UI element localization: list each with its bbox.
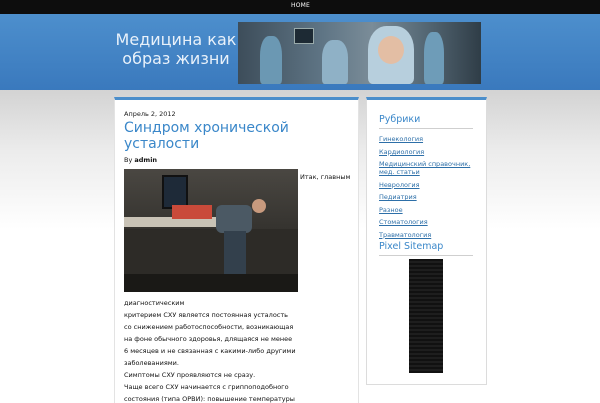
post-body-line: состояния (типа ОРВИ): повышение температуры	[124, 395, 295, 403]
post-body-line: Симптомы СХУ проявляются не сразу.	[124, 371, 256, 379]
banner-monitor	[294, 28, 314, 44]
categories-widget-title: Рубрики	[379, 114, 473, 129]
post-title[interactable]: Синдром хронической усталости	[124, 120, 289, 152]
post-author: admin	[134, 156, 158, 164]
category-item	[379, 160, 479, 176]
category-link-neurology[interactable]: Неврология	[379, 180, 420, 189]
post-body-line: критерием СХУ является постоянная усталость	[124, 311, 288, 319]
site-header	[0, 14, 600, 90]
category-link-dentistry[interactable]: Стоматология	[379, 218, 428, 226]
post-body-line: 6 месяцев и не связанная с какими-либо другими	[124, 347, 296, 355]
post-body-line: заболеваниями.	[124, 359, 179, 367]
banner-nurse-face	[378, 36, 404, 64]
banner-surgeon-figure	[260, 36, 282, 84]
category-link-pediatrics[interactable]: Педиатрия	[379, 193, 417, 201]
sitemap-widget-title: Pixel Sitemap	[379, 241, 473, 256]
photo-monitor	[162, 175, 188, 209]
post-body-line: Чаще всего СХУ начинается с гриппоподобного	[124, 383, 289, 391]
post-lead-text: Итак, главным	[300, 173, 351, 181]
photo-clutter	[172, 205, 212, 219]
category-item	[379, 218, 479, 226]
categories-list	[379, 135, 479, 243]
nav-home-link[interactable]: HOME	[291, 2, 311, 9]
photo-tired-person	[216, 205, 252, 233]
header-banner-image	[238, 22, 481, 84]
banner-surgeon-figure	[424, 32, 444, 84]
site-title[interactable]: Медицина как образ жизни	[115, 30, 237, 68]
main-content	[114, 97, 359, 403]
banner-surgeon-figure	[322, 40, 348, 84]
photo-floor	[124, 274, 298, 292]
byline-prefix: By	[124, 156, 133, 164]
category-link-gynecology[interactable]: Гинекология	[379, 135, 424, 143]
photo-person-legs	[224, 231, 246, 277]
category-link-misc[interactable]: Разное	[379, 205, 403, 214]
photo-person-head	[252, 199, 266, 213]
category-item	[379, 193, 479, 201]
post-body-line: диагностическим	[124, 299, 185, 307]
top-navigation	[0, 0, 600, 14]
category-item	[379, 181, 479, 189]
pixel-sitemap-badge[interactable]	[409, 259, 443, 373]
category-link-cardiology[interactable]: Кардиология	[379, 147, 425, 156]
post-body-line: со снижением работоспособности, возникающая	[124, 323, 294, 331]
category-link-med-reference[interactable]: Медицинский справочник, мед. статьи	[379, 160, 471, 176]
category-item	[379, 231, 479, 239]
category-item	[379, 135, 479, 143]
category-item	[379, 148, 479, 156]
post-byline	[124, 156, 157, 164]
category-link-traumatology[interactable]: Травматология	[379, 230, 432, 239]
post-date: Апрель 2, 2012	[124, 110, 176, 118]
post-body	[124, 297, 349, 403]
sidebar	[366, 97, 487, 385]
category-item	[379, 206, 479, 214]
post-body-line: на фоне обычного здоровья, длящаяся не менее	[124, 335, 293, 343]
post-image	[124, 169, 298, 292]
